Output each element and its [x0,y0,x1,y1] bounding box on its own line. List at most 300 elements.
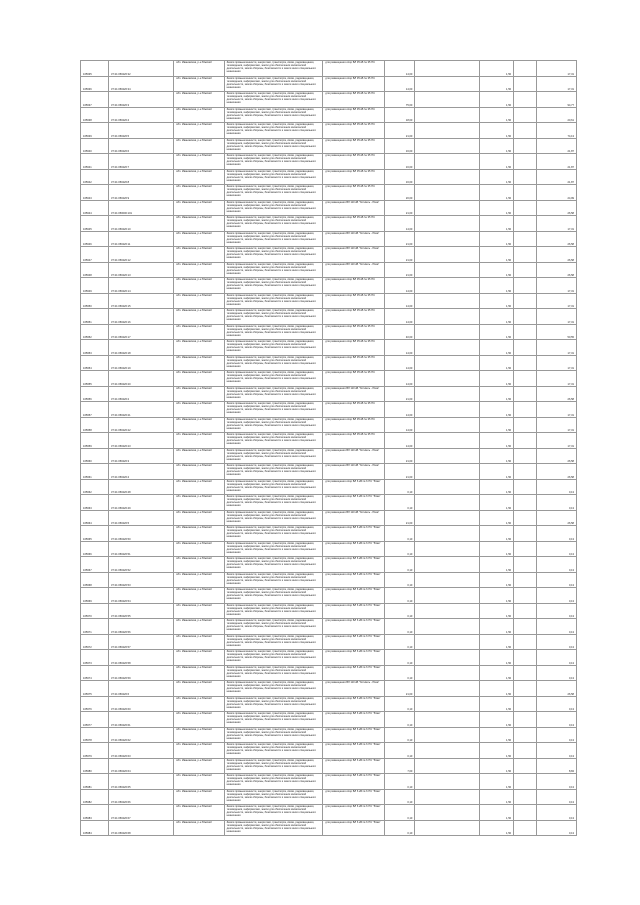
cadastral-number-cell: 37:21:050226:53 [109,572,174,588]
empty-cell [514,293,536,309]
purpose-cell: для размещения опор ВЛ 6 кВ № 6 ПС "Южа" [323,619,385,635]
purpose-cell: для размещения опор ВЛ 35 кВ № 35 ПС [323,324,385,340]
area-cell: 21,00 [385,386,415,402]
empty-cell [415,324,480,340]
purpose-cell: для размещения опор ВЛ 35 кВ № 35 ПС [323,355,385,371]
cadastral-number-cell: 37:21:050226:5 [109,510,174,526]
table-row [81,154,577,170]
area-cell: 0,10 [385,526,415,542]
land-category-cell: Земли промышленности, энергетики, транспорта, связи, радиовещания, телевидения, информатики, земли для обеспечения космической деятельности, земли обороны, безопасности и земли иного специального назначения [224,464,323,480]
rate-cell: 1,50 [480,324,514,340]
purpose-cell: для размещения опор ВЛ 6 кВ № 6 ПС "Южа" [323,774,385,790]
area-cell: 0,10 [385,479,415,495]
table-row [81,402,577,418]
rate-cell: 1,50 [480,169,514,185]
tax-cell: 26,58 [536,464,576,480]
cadastral-number-cell: 37:21:050226:5 [109,123,174,139]
purpose-cell: для размещения ВЛ 110 кВ "Хотимль - Южа" [323,386,385,402]
empty-cell [514,634,536,650]
address-cell: обл. Ивановская, р-н Южский [174,572,224,588]
land-category-cell: Земли промышленности, энергетики, транспорта, связи, радиовещания, телевидения, информатики, земли для обеспечения космической деятельности, земли обороны, безопасности и земли иного специального назначения [224,278,323,294]
tax-cell: 50,55 [536,324,576,340]
area-cell: 0,10 [385,572,415,588]
empty-cell [415,185,480,201]
land-category-cell: Земли промышленности, энергетики, транспорта, связи, радиовещания, телевидения, информатики, земли для обеспечения космической деятельности, земли обороны, безопасности и земли иного специального назначения [224,200,323,216]
tax-cell: 0,13 [536,541,576,557]
empty-cell [415,681,480,697]
address-cell: обл. Ивановская, р-н Южский [174,681,224,697]
row-number-cell: 165668 [81,572,109,588]
row-number-cell: 165653 [81,340,109,356]
rate-cell: 1,50 [480,774,514,790]
rate-cell: 1,50 [480,526,514,542]
empty-cell [415,355,480,371]
address-cell: обл. Ивановская, р-н Южский [174,619,224,635]
area-cell: 21,00 [385,464,415,480]
empty-cell [415,247,480,263]
row-number-cell: 165654 [81,355,109,371]
rate-cell: 1,50 [480,278,514,294]
purpose-cell: для размещения ВЛ 110 кВ "Хотимль - Южа" [323,448,385,464]
purpose-cell: для размещения опор ВЛ 6 кВ № 6 ПС "Южа" [323,743,385,759]
cadastral-number-cell: 37:21:050226:62 [109,727,174,743]
area-cell: 0,10 [385,541,415,557]
empty-cell [415,61,480,77]
tax-cell: 17,31 [536,371,576,387]
land-category-cell: Земли промышленности, энергетики, транспорта, связи, радиовещания, телевидения, информатики, земли для обеспечения космической деятельности, земли обороны, безопасности и земли иного специального назначения [224,169,323,185]
rate-cell: 1,50 [480,61,514,77]
land-category-cell: Земли промышленности, энергетики, транспорта, связи, радиовещания, телевидения, информатики, земли для обеспечения космической деятельности, земли обороны, безопасности и земли иного специального назначения [224,448,323,464]
cadastral-number-cell: 37:21:050226:59 [109,665,174,681]
purpose-cell: для размещения ВЛ 110 кВ "Хотимль - Южа" [323,247,385,263]
tax-cell: 0,13 [536,727,576,743]
empty-cell [415,619,480,635]
land-category-cell: Земли промышленности, энергетики, транспорта, связи, радиовещания, телевидения, информатики, земли для обеспечения космической деятельности, земли обороны, безопасности и земли иного специального назначения [224,758,323,774]
cadastral-number-cell: 37:21:050226:52 [109,557,174,573]
tax-cell: 24,99 [536,185,576,201]
tax-cell: 94,77 [536,92,576,108]
address-cell: обл. Ивановская, р-н Южский [174,278,224,294]
table-row [81,433,577,449]
land-category-cell: Земли промышленности, энергетики, транспорта, связи, радиовещания, телевидения, информатики, земли для обеспечения космической деятельности, земли обороны, безопасности и земли иного специального назначения [224,634,323,650]
empty-cell [514,154,536,170]
cadastral-number-cell: 37:21:050226:7 [109,154,174,170]
address-cell: обл. Ивановская, р-н Южский [174,727,224,743]
area-cell: 14,00 [385,371,415,387]
row-number-cell: 165666 [81,541,109,557]
table-row [81,200,577,216]
empty-cell [415,789,480,805]
tax-cell: 0,13 [536,619,576,635]
cadastral-number-cell: 37:21:050226:32 [109,61,174,77]
row-number-cell: 165679 [81,743,109,759]
table-row [81,76,577,92]
empty-cell [514,758,536,774]
row-number-cell: 165682 [81,789,109,805]
rate-cell: 1,50 [480,309,514,325]
cadastral-number-cell: 37:21:050000:101 [109,200,174,216]
land-category-cell: Земли промышленности, энергетики, транспорта, связи, радиовещания, телевидения, информатики, земли для обеспечения космической деятельности, земли обороны, безопасности и земли иного специального назначения [224,138,323,154]
land-category-cell: Земли промышленности, энергетики, транспорта, связи, радиовещания, телевидения, информатики, земли для обеспечения космической деятельности, земли обороны, безопасности и земли иного специального назначения [224,371,323,387]
land-category-cell: Земли промышленности, энергетики, транспорта, связи, радиовещания, телевидения, информатики, земли для обеспечения космической деятельности, земли обороны, безопасности и земли иного специального назначения [224,386,323,402]
cadastral-number-cell: 37:21:050226:65 [109,774,174,790]
rate-cell: 1,50 [480,138,514,154]
empty-cell [415,154,480,170]
rate-cell: 1,50 [480,541,514,557]
land-category-cell: Земли промышленности, энергетики, транспорта, связи, радиовещания, телевидения, информатики, земли для обеспечения космической деятельности, земли обороны, безопасности и земли иного специального назначения [224,510,323,526]
address-cell: обл. Ивановская, р-н Южский [174,293,224,309]
area-cell: 21,00 [385,200,415,216]
table-row [81,417,577,433]
empty-cell [415,464,480,480]
tax-cell: 0,13 [536,696,576,712]
tax-cell: 0,13 [536,774,576,790]
area-cell: 0,10 [385,805,415,821]
empty-cell [514,123,536,139]
land-category-cell: Земли промышленности, энергетики, транспорта, связи, радиовещания, телевидения, информатики, земли для обеспечения космической деятельности, земли обороны, безопасности и земли иного специального назначения [224,572,323,588]
purpose-cell: для размещения опор ВЛ 35 кВ № 35 ПС [323,216,385,232]
tax-cell: 26,58 [536,510,576,526]
empty-cell [415,588,480,604]
land-category-cell: Земли промышленности, энергетики, транспорта, связи, радиовещания, телевидения, информатики, земли для обеспечения космической деятельности, земли обороны, безопасности и земли иного специального назначения [224,743,323,759]
empty-cell [415,557,480,573]
rate-cell: 1,50 [480,696,514,712]
empty-cell [514,789,536,805]
area-cell: 0,10 [385,619,415,635]
purpose-cell: для размещения ВЛ 110 кВ "Хотимль - Южа" [323,510,385,526]
purpose-cell: для размещения ВЛ 110 кВ "Хотимль - Южа" [323,231,385,247]
address-cell: обл. Ивановская, р-н Южский [174,92,224,108]
rate-cell: 1,50 [480,588,514,604]
table-row [81,448,577,464]
table-row [81,650,577,666]
tax-cell: 26,58 [536,231,576,247]
rate-cell: 1,50 [480,603,514,619]
empty-cell [415,340,480,356]
area-cell: 14,00 [385,433,415,449]
table-row [81,123,577,139]
tax-cell: 17,31 [536,355,576,371]
cadastral-number-cell: 37:21:050226:6 [109,138,174,154]
area-cell: 75,00 [385,92,415,108]
table-row [81,324,577,340]
address-cell: обл. Ивановская, р-н Южский [174,495,224,511]
table-row [81,169,577,185]
empty-cell [415,448,480,464]
address-cell: обл. Ивановская, р-н Южский [174,61,224,77]
table-row [81,619,577,635]
land-category-cell: Земли промышленности, энергетики, транспорта, связи, радиовещания, телевидения, информатики, земли для обеспечения космической деятельности, земли обороны, безопасности и земли иного специального назначения [224,340,323,356]
row-number-cell: 165640 [81,138,109,154]
tax-cell: 17,31 [536,61,576,77]
land-category-cell: Земли промышленности, энергетики, транспорта, связи, радиовещания, телевидения, информатики, земли для обеспечения космической деятельности, земли обороны, безопасности и земли иного специального назначения [224,154,323,170]
land-category-cell: Земли промышленности, энергетики, транспорта, связи, радиовещания, телевидения, информатики, земли для обеспечения космической деятельности, земли обороны, безопасности и земли иного специального назначения [224,247,323,263]
empty-cell [514,231,536,247]
table-row [81,386,577,402]
row-number-cell: 165683 [81,805,109,821]
address-cell: обл. Ивановская, р-н Южский [174,123,224,139]
tax-cell: 17,31 [536,76,576,92]
address-cell: обл. Ивановская, р-н Южский [174,789,224,805]
tax-cell: 0,13 [536,634,576,650]
empty-cell [415,541,480,557]
row-number-cell: 165664 [81,510,109,526]
tax-cell: 0,13 [536,588,576,604]
empty-cell [415,634,480,650]
rate-cell: 1,50 [480,464,514,480]
address-cell: обл. Ивановская, р-н Южский [174,154,224,170]
empty-cell [415,371,480,387]
row-number-cell: 165647 [81,247,109,263]
rate-cell: 1,50 [480,572,514,588]
row-number-cell: 165657 [81,402,109,418]
empty-cell [415,650,480,666]
cadastral-number-cell: 37:21:050226:12 [109,247,174,263]
empty-cell [415,278,480,294]
purpose-cell: для размещения опор ВЛ 35 кВ № 35 ПС [323,76,385,92]
empty-cell [514,216,536,232]
area-cell: 0,10 [385,603,415,619]
empty-cell [415,820,480,836]
rate-cell: 1,50 [480,355,514,371]
empty-cell [514,743,536,759]
purpose-cell: для размещения ВЛ 110 кВ "Хотимль - Южа" [323,200,385,216]
tax-cell: 0,13 [536,820,576,836]
cadastral-number-cell: 37:21:050226:55 [109,603,174,619]
empty-cell [514,371,536,387]
cadastral-number-cell: 37:21:050226:50 [109,526,174,542]
tax-cell: 17,31 [536,278,576,294]
address-cell: обл. Ивановская, р-н Южский [174,510,224,526]
address-cell: обл. Ивановская, р-н Южский [174,324,224,340]
purpose-cell: для размещения опор ВЛ 6 кВ № 6 ПС "Южа" [323,805,385,821]
tax-cell: 8,84 [536,758,576,774]
area-cell: 14,00 [385,402,415,418]
purpose-cell: для размещения опор ВЛ 35 кВ № 35 ПС [323,138,385,154]
purpose-cell: для размещения опор ВЛ 35 кВ № 35 ПС [323,417,385,433]
land-category-cell: Земли промышленности, энергетики, транспорта, связи, радиовещания, телевидения, информатики, земли для обеспечения космической деятельности, земли обороны, безопасности и земли иного специального назначения [224,417,323,433]
rate-cell: 1,50 [480,200,514,216]
area-cell: 0,10 [385,495,415,511]
empty-cell [514,727,536,743]
land-category-cell: Земли промышленности, энергетики, транспорта, связи, радиовещания, телевидения, информатики, земли для обеспечения космической деятельности, земли обороны, безопасности и земли иного специального назначения [224,309,323,325]
land-category-cell: Земли промышленности, энергетики, транспорта, связи, радиовещания, телевидения, информатики, земли для обеспечения космической деятельности, земли обороны, безопасности и земли иного специального назначения [224,216,323,232]
purpose-cell: для размещения опор ВЛ 6 кВ № 6 ПС "Южа" [323,495,385,511]
area-cell: 7,00 [385,758,415,774]
row-number-cell: 165674 [81,665,109,681]
cadastral-number-cell: 37:21:050226:4 [109,464,174,480]
empty-cell [514,340,536,356]
table-row [81,634,577,650]
tax-cell: 0,13 [536,526,576,542]
land-category-cell: Земли промышленности, энергетики, транспорта, связи, радиовещания, телевидения, информатики, земли для обеспечения космической деятельности, земли обороны, безопасности и земли иного специального назначения [224,92,323,108]
rate-cell: 1,50 [480,510,514,526]
rate-cell: 1,50 [480,386,514,402]
tax-cell: 26,58 [536,200,576,216]
address-cell: обл. Ивановская, р-н Южский [174,107,224,123]
cadastral-number-cell: 37:21:050226:16 [109,309,174,325]
purpose-cell: для размещения опор ВЛ 35 кВ № 35 ПС [323,169,385,185]
area-cell: 16,00 [385,169,415,185]
purpose-cell: для размещения опор ВЛ 6 кВ № 6 ПС "Южа" [323,758,385,774]
row-number-cell: 165635 [81,61,109,77]
empty-cell [415,293,480,309]
cadastral-number-cell: 37:21:050226:2 [109,386,174,402]
row-number-cell: 165639 [81,123,109,139]
area-cell: 21,00 [385,510,415,526]
address-cell: обл. Ивановская, р-н Южский [174,464,224,480]
empty-cell [514,185,536,201]
address-cell: обл. Ивановская, р-н Южский [174,557,224,573]
empty-cell [514,572,536,588]
land-category-cell: Земли промышленности, энергетики, транспорта, связи, радиовещания, телевидения, информатики, земли для обеспечения космической деятельности, земли обороны, безопасности и земли иного специального назначения [224,789,323,805]
tax-cell: 0,13 [536,650,576,666]
area-cell: 0,10 [385,727,415,743]
area-cell: 14,00 [385,278,415,294]
purpose-cell: для размещения опор ВЛ 6 кВ № 6 ПС "Южа" [323,665,385,681]
tax-cell: 0,13 [536,743,576,759]
land-category-cell: Земли промышленности, энергетики, транспорта, связи, радиовещания, телевидения, информатики, земли для обеспечения космической деятельности, земли обороны, безопасности и земли иного специального назначения [224,324,323,340]
empty-cell [415,200,480,216]
land-category-cell: Земли промышленности, энергетики, транспорта, связи, радиовещания, телевидения, информатики, земли для обеспечения космической деятельности, земли обороны, безопасности и земли иного специального назначения [224,588,323,604]
empty-cell [415,665,480,681]
rate-cell: 1,50 [480,820,514,836]
rate-cell: 1,50 [480,293,514,309]
area-cell: 21,00 [385,448,415,464]
area-cell: 40,00 [385,324,415,340]
land-category-cell: Земли промышленности, энергетики, транспорта, связи, радиовещания, телевидения, информатики, земли для обеспечения космической деятельности, земли обороны, безопасности и земли иного специального назначения [224,526,323,542]
purpose-cell: для размещения опор ВЛ 6 кВ № 6 ПС "Южа" [323,820,385,836]
cadastral-number-cell: 37:21:050226:54 [109,588,174,604]
area-cell: 0,10 [385,588,415,604]
table-row [81,743,577,759]
table-row [81,231,577,247]
land-category-cell: Земли промышленности, энергетики, транспорта, связи, радиовещания, телевидения, информатики, земли для обеспечения космической деятельности, земли обороны, безопасности и земли иного специального назначения [224,123,323,139]
row-number-cell: 165676 [81,696,109,712]
address-cell: обл. Ивановская, р-н Южский [174,371,224,387]
tax-cell: 0,13 [536,479,576,495]
row-number-cell: 165680 [81,758,109,774]
table-body [81,61,577,836]
table-row [81,541,577,557]
land-category-cell: Земли промышленности, энергетики, транспорта, связи, радиовещания, телевидения, информатики, земли для обеспечения космической деятельности, земли обороны, безопасности и земли иного специального назначения [224,402,323,418]
table-row [81,185,577,201]
rate-cell: 1,50 [480,495,514,511]
row-number-cell: 165684 [81,820,109,836]
row-number-cell: 165652 [81,324,109,340]
empty-cell [415,510,480,526]
area-cell: 0,10 [385,665,415,681]
purpose-cell: для размещения ВЛ 110 кВ "Хотимль - Южа" [323,681,385,697]
row-number-cell: 165644 [81,200,109,216]
empty-cell [415,309,480,325]
cadastral-number-cell: 37:21:050226:18 [109,340,174,356]
row-number-cell: 165660 [81,448,109,464]
area-cell: 0,10 [385,696,415,712]
purpose-cell: для размещения ВЛ 110 кВ "Хотимль - Южа" [323,464,385,480]
area-cell: 21,00 [385,123,415,139]
table-row [81,247,577,263]
empty-cell [415,774,480,790]
row-number-cell: 165655 [81,371,109,387]
empty-cell [514,696,536,712]
table-row [81,479,577,495]
empty-cell [415,495,480,511]
empty-cell [415,696,480,712]
empty-cell [514,355,536,371]
purpose-cell: для размещения опор ВЛ 6 кВ № 6 ПС "Южа" [323,603,385,619]
rate-cell: 1,50 [480,231,514,247]
rate-cell: 1,50 [480,247,514,263]
table-row [81,495,577,511]
table-row [81,820,577,836]
address-cell: обл. Ивановская, р-н Южский [174,758,224,774]
rate-cell: 1,50 [480,92,514,108]
address-cell: обл. Ивановская, р-н Южский [174,526,224,542]
address-cell: обл. Ивановская, р-н Южский [174,820,224,836]
cadastral-number-cell: 37:21:050226:15 [109,293,174,309]
rate-cell: 1,50 [480,402,514,418]
area-cell: 16,00 [385,138,415,154]
rate-cell: 1,50 [480,340,514,356]
empty-cell [514,92,536,108]
land-category-cell: Земли промышленности, энергетики, транспорта, связи, радиовещания, телевидения, информатики, земли для обеспечения космической деятельности, земли обороны, безопасности и земли иного специального назначения [224,495,323,511]
purpose-cell: для размещения опор ВЛ 6 кВ № 6 ПС "Южа" [323,479,385,495]
area-cell: 14,00 [385,309,415,325]
area-cell: 14,00 [385,417,415,433]
empty-cell [415,743,480,759]
land-category-cell: Земли промышленности, энергетики, транспорта, связи, радиовещания, телевидения, информатики, земли для обеспечения космической деятельности, земли обороны, безопасности и земли иного специального назначения [224,433,323,449]
address-cell: обл. Ивановская, р-н Южский [174,231,224,247]
row-number-cell: 165643 [81,185,109,201]
empty-cell [415,76,480,92]
purpose-cell: для размещения опор ВЛ 35 кВ № 35 ПС [323,154,385,170]
area-cell: 0,10 [385,557,415,573]
empty-cell [514,324,536,340]
empty-cell [415,433,480,449]
empty-cell [415,712,480,728]
empty-cell [514,712,536,728]
table-row [81,92,577,108]
cadastral-number-cell: 37:21:050226:67 [109,805,174,821]
land-category-cell: Земли промышленности, энергетики, транспорта, связи, радиовещания, телевидения, информатики, земли для обеспечения космической деятельности, земли обороны, безопасности и земли иного специального назначения [224,774,323,790]
purpose-cell: для размещения опор ВЛ 35 кВ № 35 ПС [323,278,385,294]
rate-cell: 1,50 [480,650,514,666]
table-row [81,371,577,387]
purpose-cell: для размещения опор ВЛ 6 кВ № 6 ПС "Южа" [323,727,385,743]
purpose-cell: для размещения опор ВЛ 6 кВ № 6 ПС "Южа" [323,572,385,588]
purpose-cell: для размещения опор ВЛ 6 кВ № 6 ПС "Южа" [323,789,385,805]
empty-cell [514,402,536,418]
purpose-cell: для размещения опор ВЛ 6 кВ № 6 ПС "Южа" [323,634,385,650]
cadastral-number-cell: 37:21:050226:3 [109,448,174,464]
tax-cell: 0,13 [536,603,576,619]
tax-cell: 0,13 [536,557,576,573]
row-number-cell: 165658 [81,417,109,433]
tax-cell: 17,31 [536,417,576,433]
empty-cell [415,386,480,402]
tax-cell: 0,13 [536,665,576,681]
address-cell: обл. Ивановская, р-н Южский [174,247,224,263]
tax-cell: 21,87 [536,154,576,170]
purpose-cell: для размещения опор ВЛ 6 кВ № 6 ПС "Южа" [323,650,385,666]
area-cell: 14,00 [385,76,415,92]
area-cell: 14,00 [385,293,415,309]
land-category-cell: Земли промышленности, энергетики, транспорта, связи, радиовещания, телевидения, информатики, земли для обеспечения космической деятельности, земли обороны, безопасности и земли иного специального назначения [224,479,323,495]
row-number-cell: 165642 [81,169,109,185]
rate-cell: 1,50 [480,619,514,635]
rate-cell: 1,50 [480,371,514,387]
